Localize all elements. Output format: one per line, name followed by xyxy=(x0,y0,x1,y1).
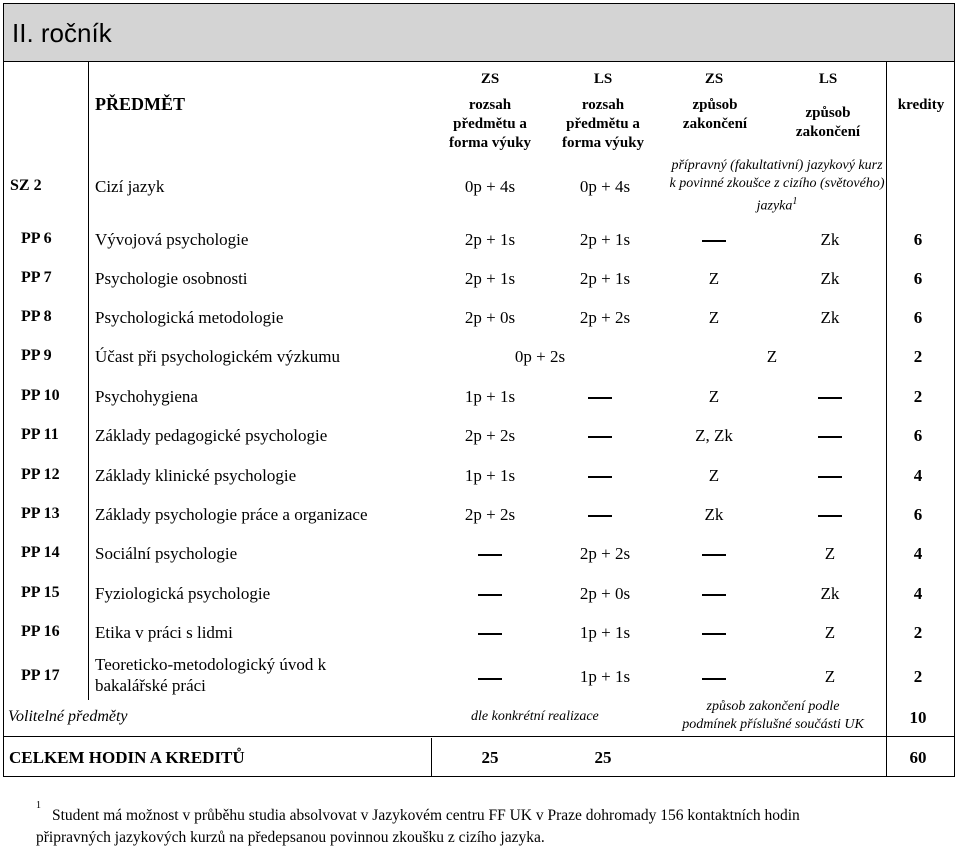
title-bar xyxy=(3,3,955,62)
row-code-sz2: SZ 2 xyxy=(10,177,42,194)
header-predmet: PŘEDMĚT xyxy=(95,94,185,114)
header-zs2: ZS xyxy=(704,71,724,87)
header-rozsah-zs: rozsah předmětu a forma výuky xyxy=(448,97,532,151)
header-zpusob-zs: způsob zakončení xyxy=(682,97,748,132)
header-ls1: LS xyxy=(593,71,613,87)
header-zpusob-ls: způsob zakončení xyxy=(795,105,861,140)
header-zs1: ZS xyxy=(480,71,500,87)
row-ls-sz2: 0p + 4s xyxy=(579,177,631,196)
header-rozsah-ls: rozsah předmětu a forma výuky xyxy=(561,97,645,151)
sz2-note: přípravný (fakultativní) jazykový kurz k povinné zkoušce z cizího (světového) jazyka$^1$ xyxy=(669,158,885,214)
row-name-sz2: Cizí jazyk xyxy=(95,177,165,196)
header-ls2: LS xyxy=(818,71,838,87)
header-kredity: kredity xyxy=(897,97,945,113)
row-zs-sz2: 0p + 4s xyxy=(464,177,516,196)
page-title: II. ročník xyxy=(12,18,112,48)
